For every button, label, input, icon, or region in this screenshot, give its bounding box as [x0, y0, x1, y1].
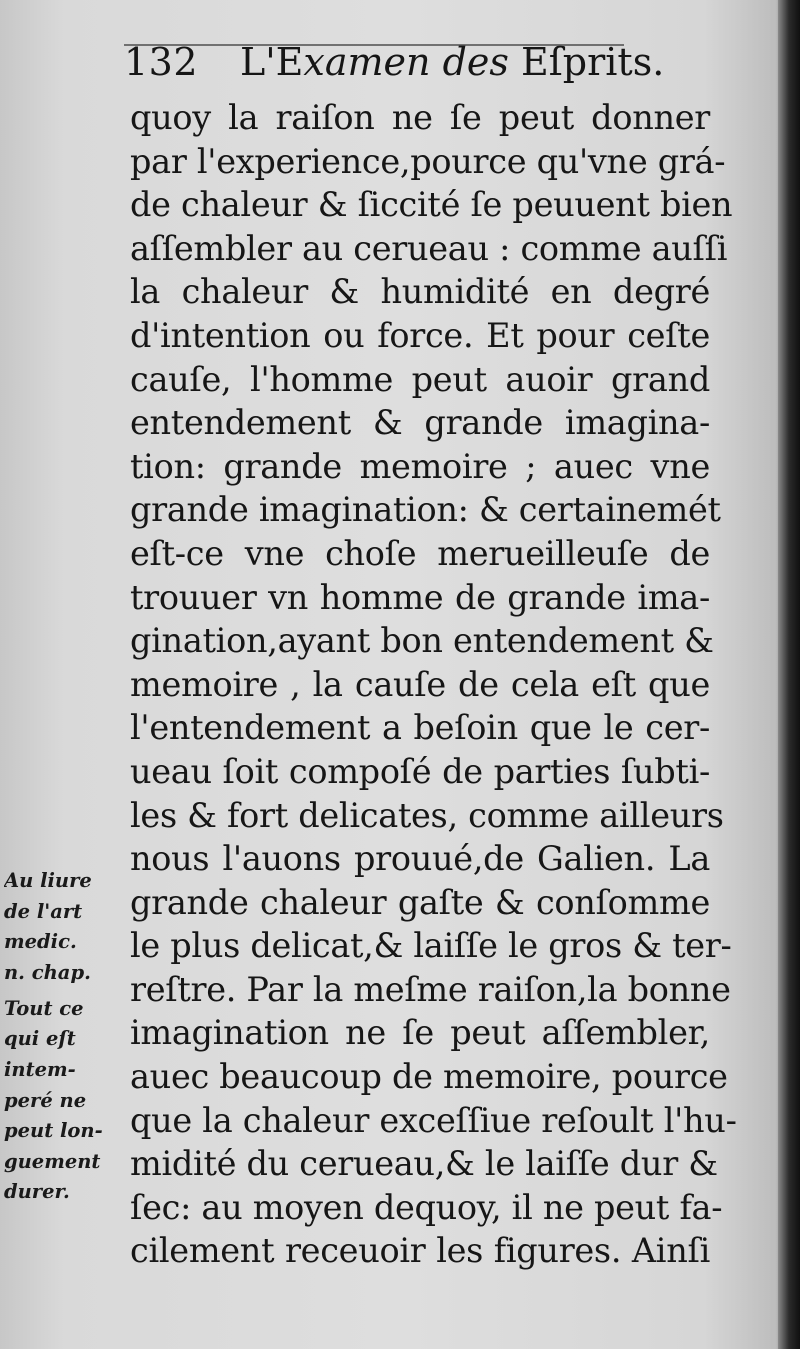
text-line: reſtre. Par la meſme raiſon,la bonne	[130, 969, 731, 1009]
text-line: grande imagination: & certainemét	[130, 490, 721, 530]
margin-note-line: Au liure	[4, 869, 92, 892]
text-line: imagination ne ſe peut aſſembler,	[130, 1013, 710, 1053]
text-line: l'entendement a beſoin que le cer-	[130, 708, 710, 748]
text-line: les & fort delicates, comme ailleurs	[130, 795, 724, 835]
margin-note-line: n. chap.	[4, 960, 91, 984]
margin-note-line: intem-	[4, 1057, 76, 1081]
text-line: gination,ayant bon entendement &	[130, 621, 714, 661]
text-line: tion: grande memoire ; auec vne	[130, 446, 710, 486]
margin-note-line: guement	[4, 1149, 101, 1173]
text-line: que la chaleur exceſſiue reſoult l'hu-	[130, 1100, 737, 1140]
text-line: le plus delicat,& laiſſe le gros & ter-	[130, 926, 732, 966]
text-line: la chaleur & humidité en degré	[130, 272, 710, 312]
text-line: quoy la raiſon ne ſe peut donner	[130, 98, 710, 137]
text-line: de chaleur & ſiccité ſe peuuent bien	[130, 185, 733, 225]
running-title-pre: L'E	[240, 40, 304, 84]
body-text	[130, 96, 737, 1273]
page-number: 132	[124, 40, 199, 84]
margin-note-line: peut lon-	[4, 1119, 103, 1143]
margin-note-line: de l'art	[4, 899, 83, 923]
text-line: aſſembler au cerueau : comme auſſi	[130, 228, 728, 268]
running-title	[240, 40, 664, 84]
book-spine-shadow	[778, 0, 800, 1349]
text-line: entendement & grande imagina-	[130, 403, 710, 443]
text-line: cilement receuoir les figures. Ainſi	[130, 1231, 710, 1271]
margin-note-line: Tout ce	[4, 996, 84, 1020]
text-line: par l'experience,pource qu'vne grá-	[130, 141, 726, 181]
margin-note-line: medic.	[4, 930, 77, 954]
margin-note-line: durer.	[4, 1180, 70, 1204]
margin-note	[4, 866, 128, 1208]
text-line: ſec: au moyen dequoy, il ne peut fa-	[130, 1187, 723, 1227]
text-line: midité du cerueau,& le laiſſe dur &	[130, 1144, 718, 1184]
text-line: trouuer vn homme de grande ima-	[130, 577, 710, 617]
running-title-post: Eſprits.	[508, 40, 665, 84]
text-line: memoire , la cauſe de cela eſt que	[130, 664, 710, 704]
text-line: cauſe, l'homme peut auoir grand	[130, 359, 710, 399]
text-line: d'intention ou force. Et pour ceſte	[130, 315, 710, 355]
text-line: ueau ſoit compoſé de parties ſubti-	[130, 751, 710, 791]
text-line: grande chaleur gaſte & conſomme	[130, 882, 710, 922]
margin-note-line: peré ne	[4, 1088, 87, 1112]
running-title-italic: xamen des	[303, 40, 509, 84]
text-line: nous l'auons prouué,de Galien. La	[130, 839, 710, 879]
text-line: eſt-ce vne choſe merueilleuſe de	[130, 533, 710, 573]
margin-note-line: qui eſt	[4, 1027, 76, 1051]
text-line: auec beaucoup de memoire, pource	[130, 1057, 728, 1097]
